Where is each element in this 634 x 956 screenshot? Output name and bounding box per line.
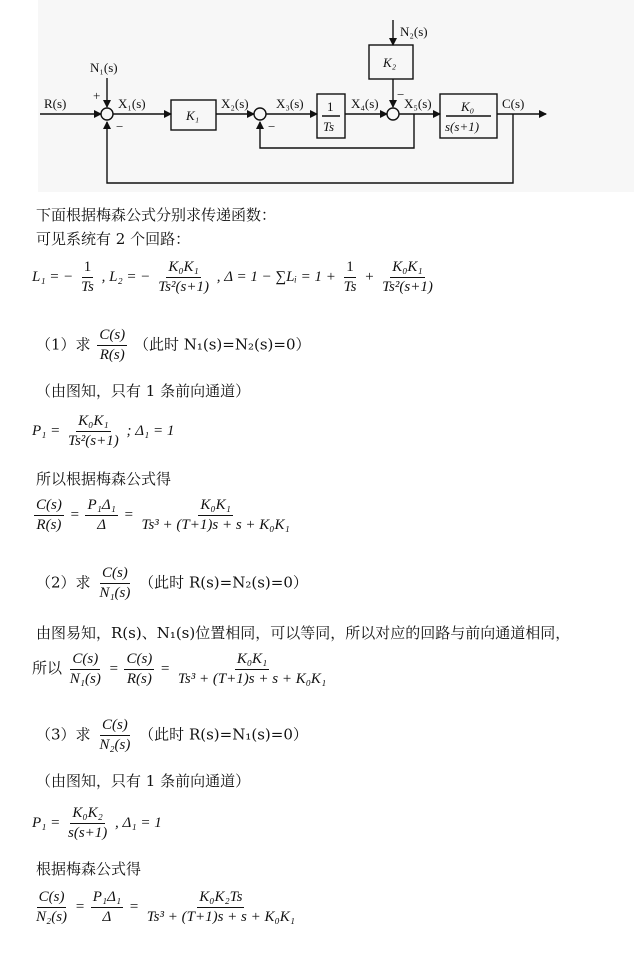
step3-header	[36, 716, 308, 755]
result3-rhs: $\frac{\text{K₀K₂Ts}}{\text{Ts³ + (T+1)s + s + K₀K₁}}$	[146, 889, 295, 925]
result2-eq2: =	[160, 660, 171, 677]
delta-lhs: , Δ = 1 − ∑Lᵢ = 1 +	[216, 268, 336, 285]
step1-forward-path	[32, 412, 174, 451]
sum-junction-3	[387, 108, 399, 120]
step3-result	[32, 888, 299, 927]
result2-mid: $\frac{C(s)}{R(s)}$	[126, 651, 153, 687]
intro-line-2: 可见系统有 2 个回路：	[36, 230, 191, 248]
delta-plus: +	[364, 268, 375, 285]
label-x4: X₄(s)	[351, 96, 379, 111]
step3-target-fraction: $\frac{C(s)}{\text{N₂(s)}}$	[99, 717, 131, 753]
step1-mason-line: 所以根据梅森公式得	[36, 470, 172, 488]
sign-minus-1: −	[116, 119, 124, 134]
step2-condition: （此时 R(s)=N₂(s)=0）	[139, 573, 308, 592]
step2-header	[36, 564, 308, 603]
result2-lhs: $\frac{C(s)}{\text{N₁(s)}}$	[69, 651, 101, 687]
result1-mason: $\frac{\text{P₁Δ₁}}{\Delta}$	[87, 497, 116, 533]
step2-lead: （2）求	[36, 573, 91, 592]
label-x3: X₃(s)	[276, 96, 304, 111]
label-x2: X₂(s)	[221, 96, 249, 111]
step3-mason-line: 根据梅森公式得	[36, 860, 142, 878]
sign-minus-3: −	[397, 87, 405, 102]
step3-delta1: , Δ₁ = 1	[115, 814, 162, 831]
label-n1: N₁(s)	[90, 60, 118, 75]
sum-junction-2	[254, 108, 266, 120]
sign-plus-1: +	[93, 88, 101, 103]
step2-result	[32, 650, 330, 689]
result1-rhs: $\frac{\text{K₀K₁}}{\text{Ts³ + (T+1)s + s + K₀K₁}}$	[141, 497, 290, 533]
step3-p1-lhs: P₁ =	[32, 814, 61, 831]
loop-l2-fraction: $\frac{\text{K₀K₁}}{\text{Ts²(s+1)}}$	[158, 259, 209, 295]
sum-junction-1	[101, 108, 113, 120]
label-x5: X₅(s)	[404, 96, 432, 111]
delta-term-1: $\frac{1}{Ts}$	[343, 259, 357, 295]
intro-line-1: 下面根据梅森公式分别求传递函数：	[36, 206, 277, 224]
step3-p1-fraction: $\frac{\text{K₀K₂}}{s(s+1)}$	[68, 805, 108, 841]
step2-so: 所以	[32, 658, 63, 677]
step1-delta1: ; Δ₁ = 1	[126, 422, 175, 439]
result1-eq2: =	[123, 506, 134, 523]
label-x1: X₁(s)	[118, 96, 146, 111]
step1-p1-fraction: $\frac{\text{K₀K₁}}{\text{Ts²(s+1)}}$	[68, 413, 119, 449]
sign-minus-2: −	[268, 119, 276, 134]
delta-term-2: $\frac{\text{K₀K₁}}{\text{Ts²(s+1)}}$	[382, 259, 433, 295]
step1-p1-lhs: P₁ =	[32, 422, 61, 439]
k1-label: K₁	[186, 108, 200, 123]
result2-rhs: $\frac{\text{K₀K₁}}{\text{Ts³ + (T+1)s + s + K₀K₁}}$	[177, 651, 327, 687]
step1-lead: （1）求	[36, 335, 91, 354]
result3-mason: $\frac{\text{P₁Δ₁}}{\Delta}$	[92, 889, 122, 925]
loop-l2-lhs: , L₂ = −	[101, 268, 151, 285]
loops-equation	[32, 258, 437, 297]
loop-l1-lhs: L₁ = −	[32, 268, 74, 285]
result3-lhs: $\frac{C(s)}{\text{N₂(s)}}$	[36, 889, 68, 925]
result3-eq2: =	[128, 898, 139, 915]
label-c: C(s)	[502, 96, 525, 111]
plant-den: s(s+1)	[445, 119, 480, 134]
step1-header	[36, 326, 310, 365]
label-r: R(s)	[44, 96, 67, 111]
step1-target-fraction: $\frac{C(s)}{R(s)}$	[99, 327, 126, 363]
step3-lead: （3）求	[36, 725, 91, 744]
step3-condition: （此时 R(s)=N₁(s)=0）	[139, 725, 308, 744]
k2-label: K₂	[383, 55, 397, 70]
block-diagram-svg	[38, 0, 634, 192]
label-n2: N₂(s)	[400, 24, 428, 39]
plant-num: K₀	[461, 99, 475, 114]
result2-eq1: =	[108, 660, 119, 677]
result1-eq1: =	[69, 506, 80, 523]
integrator-den: Ts	[323, 119, 335, 134]
result1-lhs: $\frac{C(s)}{R(s)}$	[36, 497, 62, 533]
block-diagram	[38, 0, 634, 192]
step2-note: 由图易知，R(s)、N₁(s)位置相同，可以等同，所以对应的回路与前向通道相同，	[36, 624, 571, 642]
step2-target-fraction: $\frac{C(s)}{\text{N₁(s)}}$	[99, 565, 131, 601]
step1-condition: （此时 N₁(s)=N₂(s)=0）	[133, 335, 311, 354]
step1-result	[32, 496, 294, 535]
result3-eq1: =	[74, 898, 85, 915]
step3-note: （由图知，只有 1 条前向通道）	[36, 772, 251, 790]
integrator-num: 1	[327, 99, 334, 114]
step3-forward-path	[32, 804, 162, 843]
loop-l1-fraction: $\frac{1}{Ts}$	[81, 259, 94, 295]
step1-note: （由图知，只有 1 条前向通道）	[36, 382, 251, 400]
